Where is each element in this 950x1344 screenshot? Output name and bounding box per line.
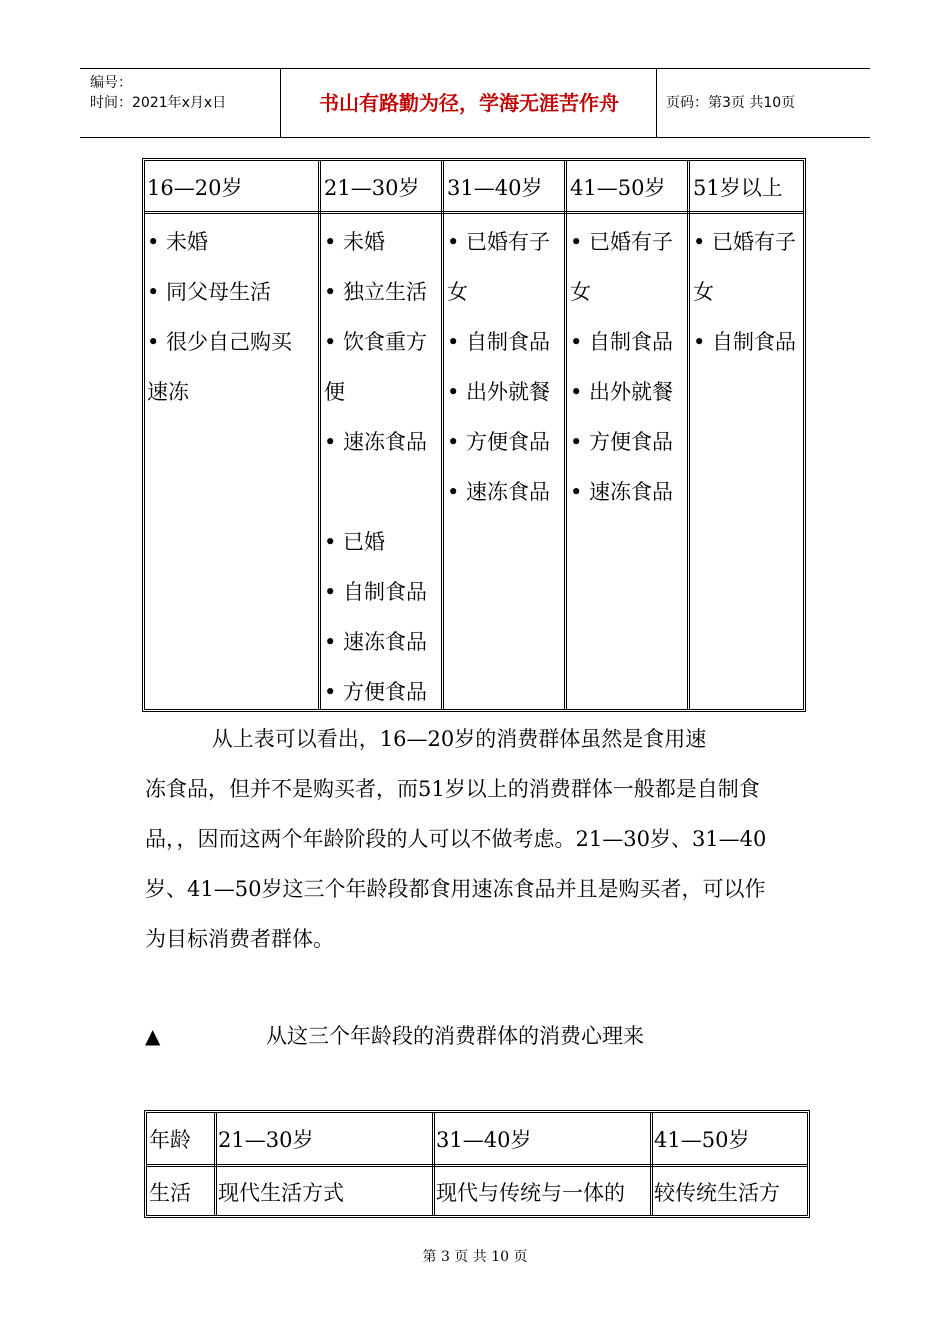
cell-line: • 未婚: [324, 230, 386, 254]
header-date: 时间：2021年x月x日: [90, 95, 227, 111]
cell-line: • 饮食重方: [324, 330, 428, 354]
header-number: 编号：: [90, 75, 132, 91]
age-lifestyle-table: [142, 158, 806, 712]
table-header-cell: 年龄: [149, 1128, 191, 1152]
cell-line: • 方便食品: [570, 430, 674, 454]
cell-line: • 出外就餐: [570, 380, 674, 404]
cell-line: [324, 467, 427, 517]
table-rule: [214, 1113, 217, 1215]
cell-line: • 很少自己购买: [147, 330, 293, 354]
triangle-bullet-icon: ▲: [145, 1024, 161, 1048]
table-header-cell: 31—40岁: [447, 176, 543, 200]
table-rule: [318, 161, 321, 709]
cell-line: • 速冻食品: [324, 430, 428, 454]
header-left: [90, 73, 226, 113]
table-cell: 现代生活方式: [218, 1181, 344, 1205]
header-divider: [656, 69, 657, 137]
header-divider: [280, 69, 281, 137]
table-rule: [441, 161, 444, 709]
paragraph-line: 岁、41—50岁这三个年龄段都食用速冻食品并且是购买者，可以作: [145, 877, 766, 901]
table-rule: [432, 1113, 435, 1215]
table-header-cell: 41—50岁: [570, 176, 666, 200]
paragraph-line: 冻食品，但并不是购买者，而51岁以上的消费群体一般都是自制食: [145, 777, 760, 801]
table-cell: 现代与传统与一体的: [436, 1181, 625, 1205]
cell-line: • 已婚有子: [570, 230, 674, 254]
table-header-cell: 31—40岁: [436, 1128, 532, 1152]
cell-line: 女: [693, 280, 714, 304]
table-header-cell: 21—30岁: [324, 176, 420, 200]
cell-line: • 未婚: [147, 230, 209, 254]
page-header: [80, 68, 870, 138]
table-rule: [564, 161, 567, 709]
table-cell-51-plus: [693, 217, 796, 367]
cell-line: • 速冻食品: [324, 630, 428, 654]
paragraph-line: 品，，因而这两个年龄阶段的人可以不做考虑。21—30岁、31—40: [145, 827, 767, 851]
cell-line: 女: [447, 280, 468, 304]
table-header-cell: 21—30岁: [218, 1128, 314, 1152]
table-cell-21-30: [324, 217, 427, 717]
table-header-cell: 51岁以上: [693, 176, 783, 200]
table-header-cell: 41—50岁: [654, 1128, 750, 1152]
table-rule: [687, 161, 690, 709]
table-header-cell: 16—20岁: [147, 176, 243, 200]
table-cell-16-20: [147, 217, 292, 417]
cell-line: 速冻: [147, 380, 189, 404]
table-cell-31-40: [447, 217, 550, 517]
page-footer: 第 3 页 共 10 页: [422, 1249, 528, 1265]
cell-line: • 独立生活: [324, 280, 428, 304]
cell-line: • 方便食品: [324, 680, 428, 704]
cell-line: • 已婚: [324, 530, 386, 554]
analysis-paragraph: [145, 714, 805, 964]
cell-line: • 自制食品: [447, 330, 551, 354]
cell-line: • 自制食品: [570, 330, 674, 354]
header-motto: 书山有路勤为径，学海无涯苦作舟: [319, 91, 619, 115]
table-rule: [145, 211, 803, 214]
paragraph-line: 为目标消费者群体。: [145, 927, 334, 951]
consumer-psychology-table: [144, 1110, 810, 1218]
cell-line: • 速冻食品: [570, 480, 674, 504]
cell-line: • 同父母生活: [147, 280, 272, 304]
table-cell: 生活: [149, 1181, 191, 1205]
section-heading: 从这三个年龄段的消费群体的消费心理来: [266, 1024, 644, 1048]
table-cell-41-50: [570, 217, 673, 517]
cell-line: • 已婚有子: [693, 230, 797, 254]
cell-line: • 自制食品: [324, 580, 428, 604]
cell-line: • 已婚有子: [447, 230, 551, 254]
header-page: 页码：第3页 共10页: [666, 95, 796, 111]
cell-line: • 速冻食品: [447, 480, 551, 504]
cell-line: • 自制食品: [693, 330, 797, 354]
cell-line: • 方便食品: [447, 430, 551, 454]
table-cell: 较传统生活方: [654, 1181, 780, 1205]
cell-line: 女: [570, 280, 591, 304]
cell-line: 便: [324, 380, 345, 404]
table-rule: [650, 1113, 653, 1215]
cell-line: • 出外就餐: [447, 380, 551, 404]
paragraph-line: 从上表可以看出，16—20岁的消费群体虽然是食用速: [145, 727, 707, 751]
